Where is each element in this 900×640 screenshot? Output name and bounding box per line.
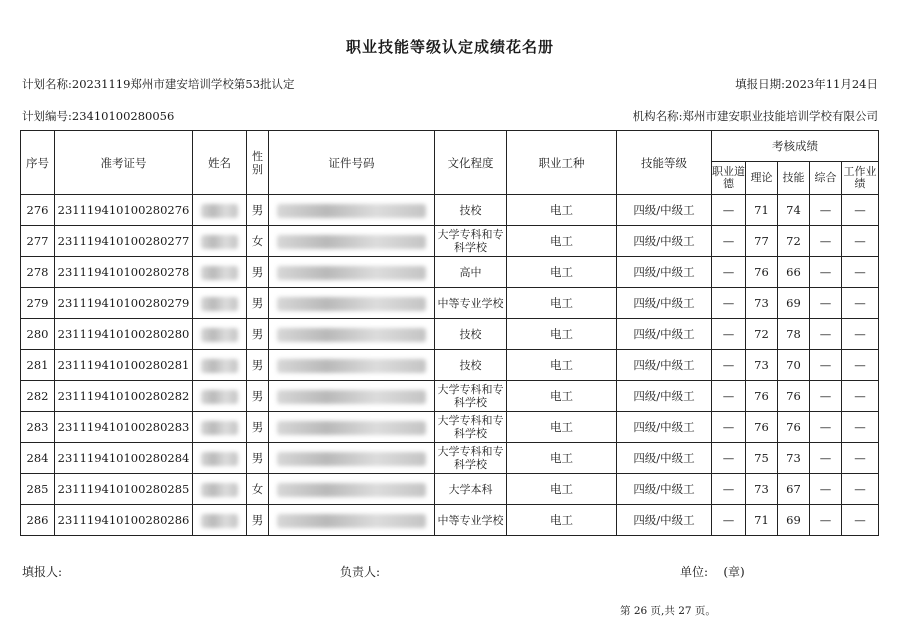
redacted-block: [277, 514, 426, 528]
plan-name-label: 计划名称:: [22, 77, 72, 91]
redacted-block: [277, 359, 426, 373]
cell-comprehensive: —: [810, 288, 842, 319]
plan-number: [22, 108, 174, 124]
redacted-block: [277, 297, 426, 311]
cell-gender: 男: [247, 505, 269, 536]
cell-work-performance: —: [842, 288, 879, 319]
cell-gender: 男: [247, 350, 269, 381]
cell-job: 电工: [507, 288, 617, 319]
table-row: [21, 412, 879, 443]
cell-skill: 67: [778, 474, 810, 505]
cell-seq: 278: [21, 257, 55, 288]
table-row: [21, 319, 879, 350]
page-number: 第 26 页,共 27 页。: [620, 605, 716, 617]
header-education: 文化程度: [435, 131, 507, 195]
cell-skill: 69: [778, 505, 810, 536]
cell-theory: 73: [746, 350, 778, 381]
fill-date: [735, 76, 878, 92]
cell-seq: 285: [21, 474, 55, 505]
cell-exam-number: 231119410100280276: [55, 195, 193, 226]
redacted-block: [277, 421, 426, 435]
cell-education: 高中: [435, 257, 507, 288]
cell-work-performance: —: [842, 257, 879, 288]
organization-value: 郑州市建安职业技能培训学校有限公司: [682, 109, 878, 123]
header-level: 技能等级: [617, 131, 712, 195]
cell-education: 中等专业学校: [435, 505, 507, 536]
table-row: [21, 195, 879, 226]
cell-education: 大学专科和专科学校: [435, 412, 507, 443]
cell-name: [193, 195, 247, 226]
cell-exam-number: 231119410100280278: [55, 257, 193, 288]
cell-id-number: [269, 350, 435, 381]
fill-date-value: 2023年11月24日: [784, 77, 878, 91]
cell-job: 电工: [507, 350, 617, 381]
cell-work-performance: —: [842, 505, 879, 536]
cell-name: [193, 474, 247, 505]
header-exam-number: 准考证号: [55, 131, 193, 195]
cell-skill: 76: [778, 381, 810, 412]
cell-id-number: [269, 319, 435, 350]
table-row: [21, 505, 879, 536]
cell-job: 电工: [507, 257, 617, 288]
cell-exam-number: 231119410100280283: [55, 412, 193, 443]
footer-filler: 填报人:: [22, 565, 63, 579]
cell-seq: 284: [21, 443, 55, 474]
redacted-block: [201, 359, 238, 373]
cell-name: [193, 505, 247, 536]
cell-level: 四级/中级工: [617, 505, 712, 536]
cell-ethics: —: [712, 195, 746, 226]
cell-comprehensive: —: [810, 412, 842, 443]
cell-name: [193, 381, 247, 412]
cell-skill: 69: [778, 288, 810, 319]
cell-skill: 78: [778, 319, 810, 350]
cell-gender: 女: [247, 474, 269, 505]
cell-id-number: [269, 412, 435, 443]
cell-comprehensive: —: [810, 443, 842, 474]
redacted-block: [201, 421, 238, 435]
plan-name-value: 20231119郑州市建安培训学校第53批认定: [71, 77, 295, 91]
cell-id-number: [269, 195, 435, 226]
cell-level: 四级/中级工: [617, 350, 712, 381]
document-title: 职业技能等级认定成绩花名册: [345, 38, 554, 56]
cell-theory: 76: [746, 381, 778, 412]
redacted-block: [277, 235, 426, 249]
cell-name: [193, 288, 247, 319]
table-row: [21, 350, 879, 381]
cell-gender: 男: [247, 412, 269, 443]
cell-name: [193, 443, 247, 474]
header-job: 职业工种: [507, 131, 617, 195]
redacted-block: [201, 514, 238, 528]
cell-work-performance: —: [842, 474, 879, 505]
score-roster-table: [20, 130, 879, 536]
header-name: 姓名: [193, 131, 247, 195]
cell-exam-number: 231119410100280286: [55, 505, 193, 536]
cell-work-performance: —: [842, 381, 879, 412]
cell-skill: 76: [778, 412, 810, 443]
cell-education: 技校: [435, 319, 507, 350]
cell-exam-number: 231119410100280279: [55, 288, 193, 319]
header-id-number: 证件号码: [269, 131, 435, 195]
cell-work-performance: —: [842, 226, 879, 257]
cell-ethics: —: [712, 319, 746, 350]
cell-theory: 73: [746, 288, 778, 319]
cell-level: 四级/中级工: [617, 319, 712, 350]
footer-responsible: 负责人:: [340, 565, 381, 579]
cell-theory: 77: [746, 226, 778, 257]
cell-level: 四级/中级工: [617, 226, 712, 257]
cell-comprehensive: —: [810, 350, 842, 381]
redacted-block: [201, 297, 238, 311]
cell-education: 大学本科: [435, 474, 507, 505]
cell-ethics: —: [712, 474, 746, 505]
cell-exam-number: 231119410100280284: [55, 443, 193, 474]
header-gender: 性别: [247, 131, 269, 195]
cell-ethics: —: [712, 505, 746, 536]
table-row: [21, 257, 879, 288]
cell-comprehensive: —: [810, 319, 842, 350]
cell-job: 电工: [507, 226, 617, 257]
cell-exam-number: 231119410100280281: [55, 350, 193, 381]
cell-level: 四级/中级工: [617, 288, 712, 319]
header-skill: 技能: [778, 162, 810, 195]
footer-unit: [680, 563, 745, 580]
cell-job: 电工: [507, 412, 617, 443]
redacted-block: [201, 328, 238, 342]
header-seq: 序号: [21, 131, 55, 195]
cell-education: 技校: [435, 350, 507, 381]
cell-exam-number: 231119410100280285: [55, 474, 193, 505]
cell-work-performance: —: [842, 195, 879, 226]
cell-job: 电工: [507, 195, 617, 226]
cell-name: [193, 412, 247, 443]
cell-ethics: —: [712, 226, 746, 257]
cell-job: 电工: [507, 474, 617, 505]
cell-level: 四级/中级工: [617, 195, 712, 226]
table-row: [21, 381, 879, 412]
cell-ethics: —: [712, 288, 746, 319]
organization: [633, 108, 878, 124]
cell-ethics: —: [712, 412, 746, 443]
cell-exam-number: 231119410100280280: [55, 319, 193, 350]
cell-comprehensive: —: [810, 505, 842, 536]
cell-id-number: [269, 443, 435, 474]
cell-gender: 男: [247, 195, 269, 226]
cell-skill: 66: [778, 257, 810, 288]
redacted-block: [277, 452, 426, 466]
cell-comprehensive: —: [810, 226, 842, 257]
cell-ethics: —: [712, 257, 746, 288]
footer-unit-label: 单位:: [680, 565, 709, 579]
cell-id-number: [269, 288, 435, 319]
cell-job: 电工: [507, 505, 617, 536]
cell-level: 四级/中级工: [617, 257, 712, 288]
redacted-block: [201, 266, 238, 280]
cell-seq: 282: [21, 381, 55, 412]
cell-name: [193, 226, 247, 257]
cell-gender: 男: [247, 257, 269, 288]
organization-label: 机构名称:: [632, 109, 683, 123]
cell-level: 四级/中级工: [617, 474, 712, 505]
cell-comprehensive: —: [810, 381, 842, 412]
cell-theory: 75: [746, 443, 778, 474]
cell-skill: 73: [778, 443, 810, 474]
cell-theory: 72: [746, 319, 778, 350]
cell-comprehensive: —: [810, 195, 842, 226]
header-theory: 理论: [746, 162, 778, 195]
cell-work-performance: —: [842, 412, 879, 443]
cell-seq: 277: [21, 226, 55, 257]
cell-id-number: [269, 226, 435, 257]
cell-seq: 286: [21, 505, 55, 536]
cell-id-number: [269, 474, 435, 505]
cell-education: 技校: [435, 195, 507, 226]
cell-education: 大学专科和专科学校: [435, 381, 507, 412]
cell-level: 四级/中级工: [617, 381, 712, 412]
cell-education: 中等专业学校: [435, 288, 507, 319]
header-work-performance: 工作业绩: [842, 162, 879, 195]
redacted-block: [277, 483, 426, 497]
cell-level: 四级/中级工: [617, 412, 712, 443]
cell-ethics: —: [712, 350, 746, 381]
cell-job: 电工: [507, 319, 617, 350]
cell-name: [193, 350, 247, 381]
cell-job: 电工: [507, 443, 617, 474]
cell-job: 电工: [507, 381, 617, 412]
redacted-block: [201, 390, 238, 404]
table-row: [21, 226, 879, 257]
cell-seq: 280: [21, 319, 55, 350]
table-row: [21, 288, 879, 319]
redacted-block: [277, 390, 426, 404]
cell-seq: 279: [21, 288, 55, 319]
cell-gender: 女: [247, 226, 269, 257]
cell-seq: 276: [21, 195, 55, 226]
cell-gender: 男: [247, 288, 269, 319]
cell-work-performance: —: [842, 443, 879, 474]
plan-name: [22, 76, 295, 92]
cell-exam-number: 231119410100280277: [55, 226, 193, 257]
cell-gender: 男: [247, 319, 269, 350]
cell-name: [193, 319, 247, 350]
cell-id-number: [269, 257, 435, 288]
cell-theory: 73: [746, 474, 778, 505]
redacted-block: [277, 266, 426, 280]
cell-comprehensive: —: [810, 257, 842, 288]
cell-skill: 74: [778, 195, 810, 226]
cell-gender: 男: [247, 381, 269, 412]
cell-id-number: [269, 381, 435, 412]
cell-level: 四级/中级工: [617, 443, 712, 474]
table-row: [21, 443, 879, 474]
cell-ethics: —: [712, 443, 746, 474]
cell-id-number: [269, 505, 435, 536]
header-comprehensive: 综合: [810, 162, 842, 195]
redacted-block: [201, 452, 238, 466]
cell-seq: 281: [21, 350, 55, 381]
header-ethics: 职业道德: [712, 162, 746, 195]
cell-education: 大学专科和专科学校: [435, 443, 507, 474]
cell-work-performance: —: [842, 350, 879, 381]
cell-gender: 男: [247, 443, 269, 474]
cell-theory: 71: [746, 195, 778, 226]
cell-education: 大学专科和专科学校: [435, 226, 507, 257]
cell-work-performance: —: [842, 319, 879, 350]
redacted-block: [277, 204, 426, 218]
plan-number-label: 计划编号:: [22, 109, 72, 123]
cell-ethics: —: [712, 381, 746, 412]
cell-comprehensive: —: [810, 474, 842, 505]
cell-name: [193, 257, 247, 288]
plan-number-value: 23410100280056: [71, 109, 175, 123]
cell-theory: 76: [746, 412, 778, 443]
cell-exam-number: 231119410100280282: [55, 381, 193, 412]
redacted-block: [201, 204, 238, 218]
redacted-block: [277, 328, 426, 342]
footer-seal: (章): [723, 565, 745, 579]
redacted-block: [201, 235, 238, 249]
cell-skill: 70: [778, 350, 810, 381]
cell-theory: 71: [746, 505, 778, 536]
cell-skill: 72: [778, 226, 810, 257]
header-scores: 考核成绩: [712, 131, 879, 162]
cell-seq: 283: [21, 412, 55, 443]
redacted-block: [201, 483, 238, 497]
cell-theory: 76: [746, 257, 778, 288]
fill-date-label: 填报日期:: [735, 77, 785, 91]
table-row: [21, 474, 879, 505]
